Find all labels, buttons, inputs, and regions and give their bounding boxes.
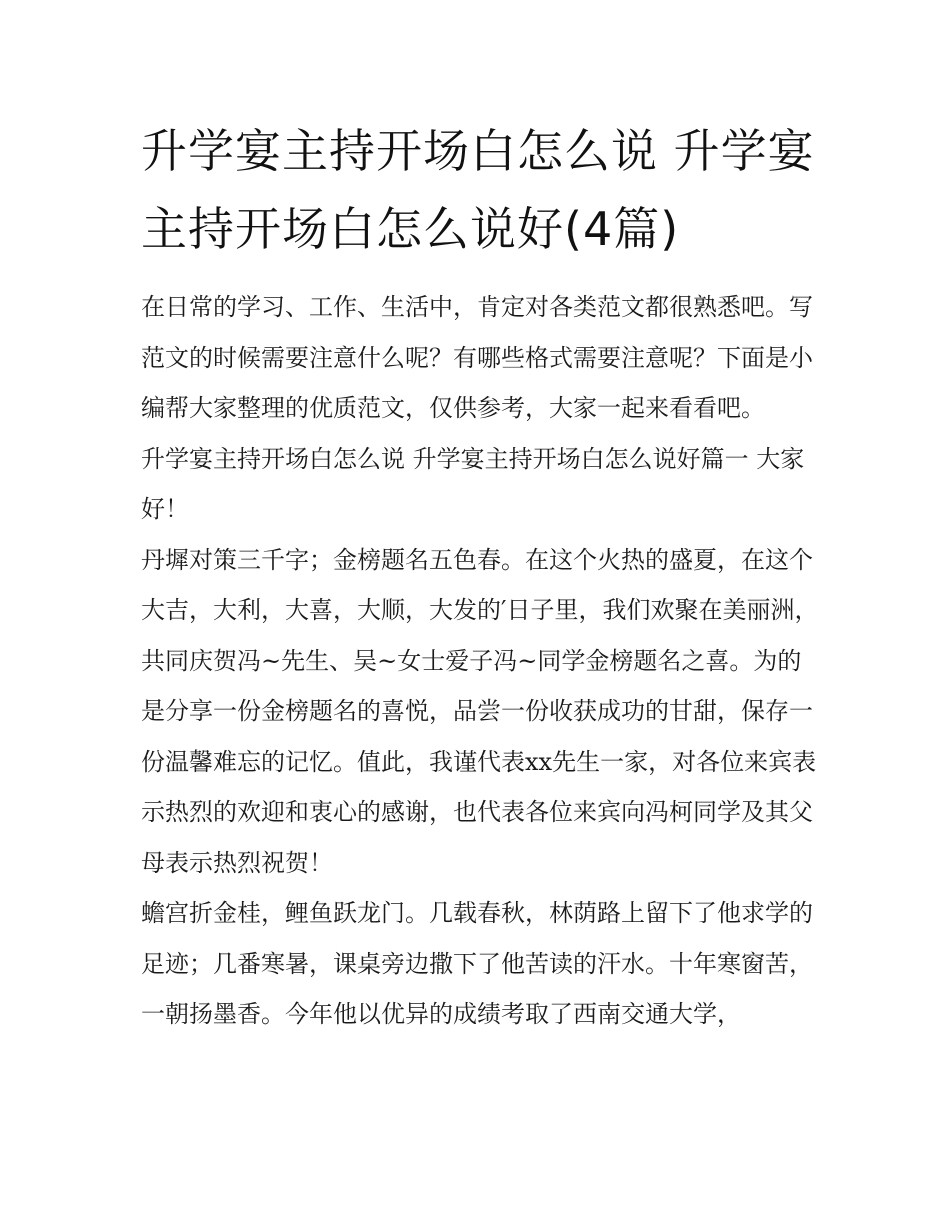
body-paragraph: 蟾宫折金桂，鲤鱼跃龙门。几载春秋，林荫路上留下了他求学的足迹；几番寒暑，课桌旁边撒下了他苦读的汗水。十年寒窗苦，一朝扬墨香。今年他以优异的成绩考取了西南交通大学， (141, 899, 813, 1028)
section-heading-paragraph: 升学宴主持开场白怎么说 升学宴主持开场白怎么说好篇一 大家好！ (141, 444, 805, 523)
document-title: 升学宴主持开场白怎么说 升学宴主持开场白怎么说好(4篇) (141, 124, 815, 256)
document-content (141, 112, 821, 1040)
document-body (141, 282, 821, 1040)
intro-paragraph: 在日常的学习、工作、生活中，肯定对各类范文都很熟悉吧。写范文的时候需要注意什么呢？有哪些格式需要注意呢？下面是小编帮大家整理的优质范文，仅供参考，大家一起来看看吧。 (141, 293, 813, 422)
body-paragraph: 丹墀对策三千字；金榜题名五色春。在这个火热的盛夏，在这个大吉，大利，大喜，大顺，大发的′日子里，我们欢聚在美丽洲，共同庆贺冯~先生、吴~女士爱子冯~同学金榜题名之喜。为的是分享一份金榜题名的喜悦，品尝一份收获成功的甘甜，保存一份温馨难忘的记忆。值此，我谨代表xx先生一家，对各位来宾表示热烈的欢迎和衷心的感谢，也代表各位来宾向冯柯同学及其父母表示热烈祝贺！ (141, 545, 819, 877)
